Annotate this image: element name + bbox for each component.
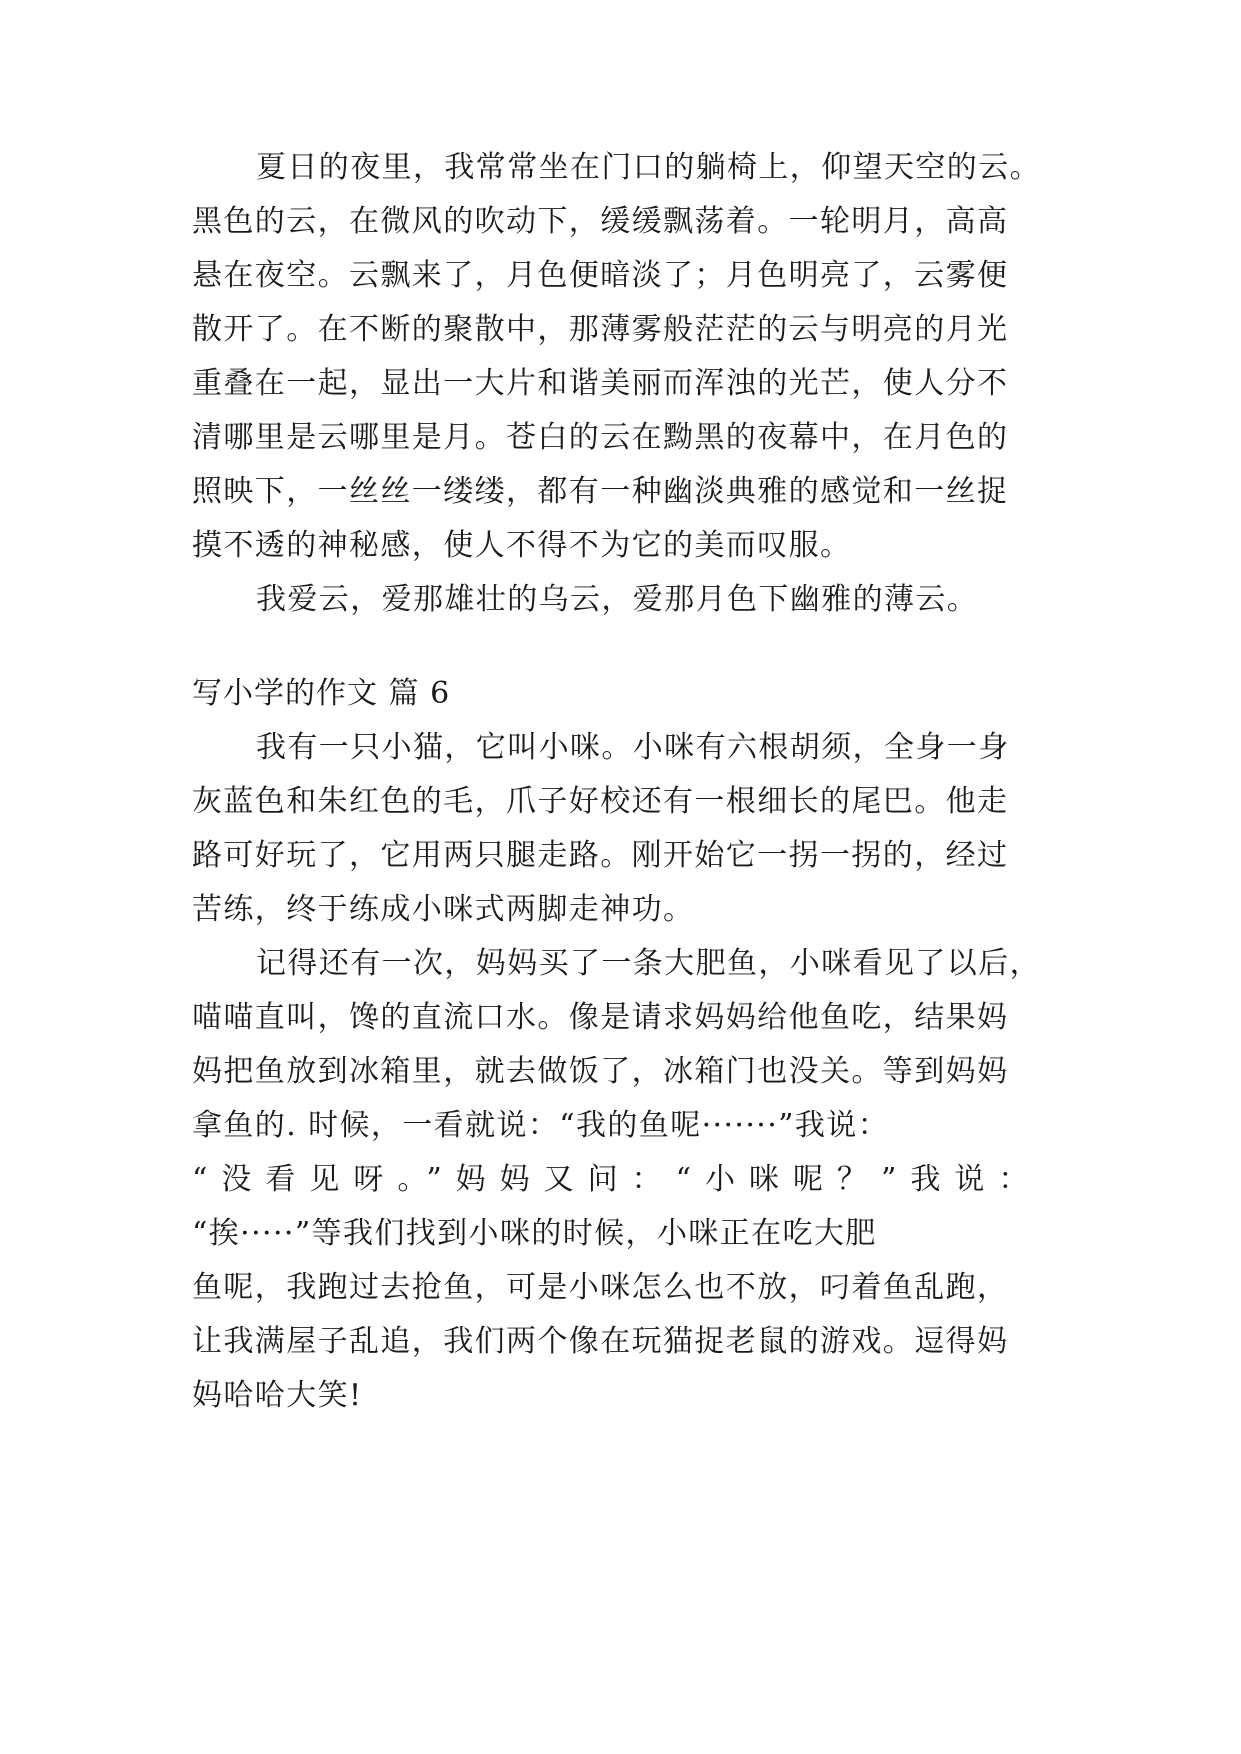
paragraph-line: 灰蓝色和朱红色的毛，爪子好校还有一根细长的尾巴。他走 — [192, 784, 1009, 819]
paragraph-line: “没看见呀。”妈妈又问：“小咪呢？”我说： — [192, 1162, 1043, 1197]
paragraph-line: 鱼呢，我跑过去抢鱼，可是小咪怎么也不放，叼着鱼乱跑， — [192, 1270, 1009, 1305]
paragraph-line: 路可好玩了，它用两只腿走路。刚开始它一拐一拐的，经过 — [192, 838, 1009, 873]
section-heading: 写小学的作文 篇 6 — [192, 676, 451, 711]
paragraph-line: 摸不透的神秘感，使人不得不为它的美而叹服。 — [192, 528, 852, 563]
paragraph-line: 我爱云，爱那雄壮的乌云，爱那月色下幽雅的薄云。 — [256, 582, 979, 617]
paragraph-line: 悬在夜空。云飘来了，月色便暗淡了；月色明亮了，云雾便 — [192, 258, 1009, 293]
paragraph-line: 照映下，一丝丝一缕缕，都有一种幽淡典雅的感觉和一丝捉 — [192, 474, 1009, 509]
paragraph-line: 我有一只小猫，它叫小咪。小咪有六根胡须，全身一身 — [256, 730, 1010, 765]
paragraph-line: 苦练，终于练成小咪式两脚走神功。 — [192, 892, 695, 927]
paragraph-line: 妈把鱼放到冰箱里，就去做饭了，冰箱门也没关。等到妈妈 — [192, 1054, 1009, 1089]
paragraph-line: 妈哈哈大笑! — [192, 1378, 363, 1413]
paragraph-line: 散开了。在不断的聚散中，那薄雾般茫茫的云与明亮的月光 — [192, 312, 1009, 347]
paragraph-line: 黑色的云，在微风的吹动下，缓缓飘荡着。一轮明月，高高 — [192, 204, 1009, 239]
paragraph-line: 夏日的夜里，我常常坐在门口的躺椅上，仰望天空的云。 — [256, 150, 1041, 185]
paragraph-line: 重叠在一起，显出一大片和谐美丽而浑浊的光芒，使人分不 — [192, 366, 1009, 401]
paragraph-line: 拿鱼的. 时候，一看就说：“我的鱼呢·······”我说： — [192, 1108, 890, 1143]
paragraph-line: “挨·····”等我们找到小咪的时候，小咪正在吃大肥 — [192, 1216, 877, 1251]
paragraph-line: 清哪里是云哪里是月。苍白的云在黝黑的夜幕中，在月色的 — [192, 420, 1009, 455]
paragraph-line: 让我满屋子乱追，我们两个像在玩猫捉老鼠的游戏。逗得妈 — [192, 1324, 1009, 1359]
paragraph-line: 喵喵直叫，馋的直流口水。像是请求妈妈给他鱼吃，结果妈 — [192, 1000, 1009, 1035]
paragraph-line: 记得还有一次，妈妈买了一条大肥鱼，小咪看见了以后， — [256, 946, 1041, 981]
